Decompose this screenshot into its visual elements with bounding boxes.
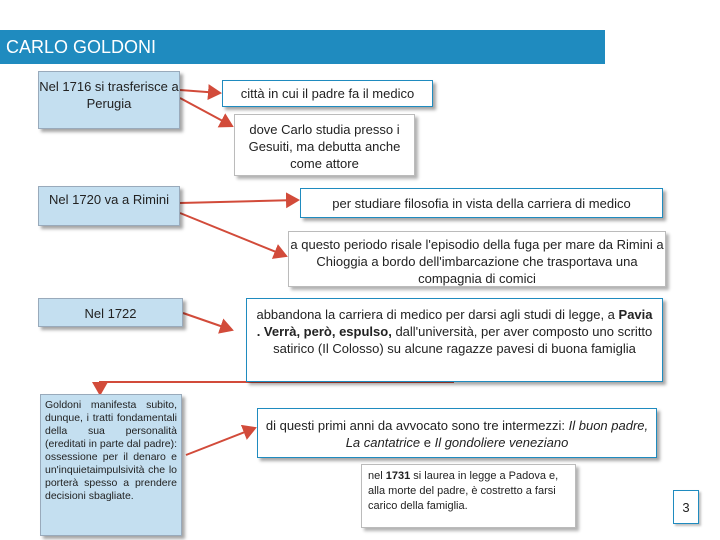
arrow-1716-city (180, 90, 220, 93)
city-box (222, 80, 433, 107)
arrow-1720-philosophy (180, 200, 298, 203)
year-1716-box (38, 71, 180, 129)
philosophy-box (300, 188, 663, 218)
character-text: Goldoni manifesta subito, dunque, i tratti fondamentali della sua personalità (ereditati in parte dal padre): ossessione per il denaro e un'inquietaimpulsività che lo porterà spesso a prendere decisioni sbagliate. (45, 399, 177, 502)
arrow-law-character (100, 382, 454, 394)
degree-year: 1731 (385, 470, 411, 482)
intermezzi-titles: Il buon padre, La cantatrice (345, 418, 649, 450)
intermezzi-last-title: Il gondoliere veneziano (434, 435, 569, 450)
law-text-pre: abbandona la carriera di medico per darsi agli studi di legge, a (256, 307, 619, 322)
degree-text-post: si laurea in legge a Padova e, alla morte del padre, è costretto a farsi carico della famiglia. (368, 470, 559, 512)
philosophy-text: per studiare filosofia in vista della carriera di medico (332, 196, 631, 211)
arrow-1720-escape (180, 213, 286, 256)
page-title: CARLO GOLDONI (6, 37, 157, 57)
year-1720-text: Nel 1720 va a Rimini (49, 192, 169, 207)
degree-text-pre: nel (368, 470, 386, 482)
intermezzi-box (257, 408, 657, 458)
arrow-1722-law (183, 313, 232, 330)
character-box (40, 394, 182, 536)
year-1722-box (38, 298, 183, 327)
year-1716-text: Nel 1716 si trasferisce a Perugia (39, 79, 179, 111)
city-text: città in cui il padre fa il medico (240, 86, 415, 101)
studies-box (234, 114, 415, 176)
studies-text: dove Carlo studia presso i Gesuiti, ma debutta anche come attore (248, 122, 401, 171)
page-number: 3 (673, 490, 699, 524)
escape-text: a questo periodo risale l'episodio della fuga per mare da Rimini a Chioggia a bordo dell'imbarcazione che trasportava una compagnia di comici (290, 237, 664, 286)
degree-box (361, 464, 576, 528)
year-1720-box (38, 186, 180, 226)
law-text-bold: Pavia . Verrà, però, espulso, (256, 307, 653, 339)
law-box (246, 298, 663, 382)
escape-box (288, 231, 666, 287)
intermezzi-text-mid: e (420, 435, 435, 450)
year-1722-text: Nel 1722 (84, 306, 137, 321)
law-text-post: dall'università, per aver composto uno scritto satirico (Il Colosso) su alcune ragazze pavesi di buona famiglia (273, 324, 653, 356)
intermezzi-text-pre: di questi primi anni da avvocato sono tre intermezzi: (265, 418, 569, 433)
arrow-character-intermezzi (186, 428, 255, 455)
